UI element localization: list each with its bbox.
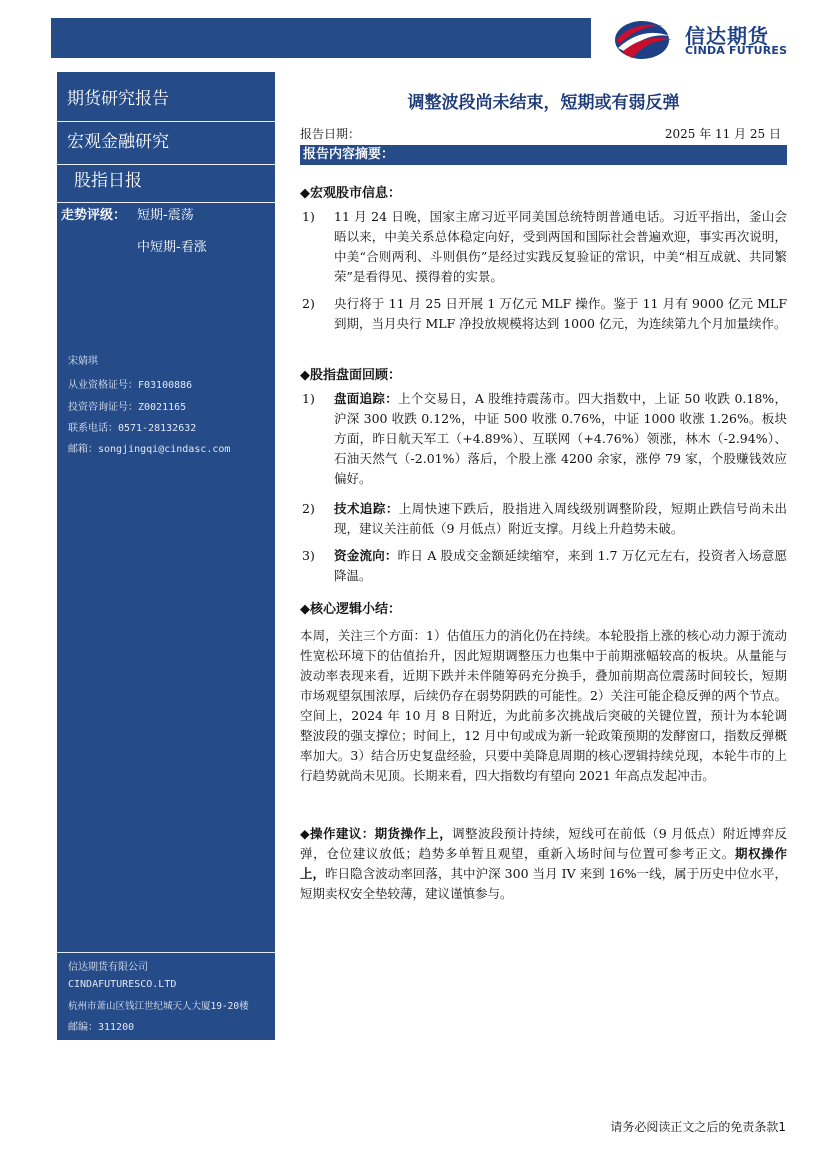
sidebar — [57, 72, 275, 1040]
advice-text-options: 昨日隐含波动率回落，其中沪深 300 当月 IV 来到 16%一线，属于历史中位水平，短期卖权安全垫较薄，建议谨慎参与。 — [300, 866, 787, 901]
item-keyword: 资金流向： — [334, 548, 398, 563]
item-number: 2) — [302, 296, 315, 311]
item-number: 1) — [302, 391, 315, 406]
item-text — [334, 546, 787, 586]
company-site: CINDAFUTURESCO.LTD — [68, 979, 177, 990]
logo-text-en: CINDA FUTURES — [685, 44, 788, 57]
logo-text-cn: 信达期货 — [685, 24, 769, 48]
report-type: 期货研究报告 — [67, 89, 169, 109]
header-bar — [51, 18, 591, 58]
abstract-label: 报告内容摘要： — [303, 147, 395, 162]
item-body: 上个交易日，A 股维持震荡市。四大指数中，上证 50 收跌 0.18%，沪深 300 收跌 0.12%，中证 500 收涨 0.76%，中证 1000 收涨 1.26%。板块方面，昨日航天军工（+4.89%）、互联网（+4.76%）领涨，林木（-2.94%）、石油天然气（-2.01%）落后，个股上涨 4200 余家，涨停 79 家，个股赚钱效应偏好。 — [334, 391, 787, 486]
section-heading-macro: ◆宏观股市信息： — [300, 186, 401, 201]
item-number: 1) — [302, 209, 315, 224]
item-body: 上周快速下跌后，股指进入周线级别调整阶段，短期止跌信号尚未出现，建议关注前低（9 月低点）附近支撑。月线上升趋势未破。 — [334, 501, 787, 536]
item-number: 3) — [302, 548, 315, 563]
item-keyword: 技术追踪： — [334, 501, 399, 516]
advice-text-futures: 调整波段预计持续，短线可在前低（9 月低点）附近博弈反弹，仓位建议放低；趋势多单暂且观望，重新入场时间与位置可参考正文。 — [300, 826, 787, 861]
logic-paragraph: 本周，关注三个方面：1）估值压力的消化仍在持续。本轮股指上涨的核心动力源于流动性宽松环境下的估值抬升，因此短期调整压力也集中于前期涨幅较高的板块。从量能与波动率表现来看，近期下跌并未伴随筹码充分换手，叠加前期高位震荡时间较长，短期市场观望氛围浓厚，后续仍存在弱势阴跌的可能性。2）关注可能企稳反弹的两个节点。空间上，2024 年 10 月 8 日附近，为此前多次挑战后突破的关键位置，预计为本轮调整波段的强支撑位；时间上，12 月中旬或成为新一轮政策预期的发酵窗口，指数反弹概率加大。3）结合历史复盘经验，只要中美降息周期的核心逻辑持续兑现，本轮牛市的上行趋势就尚未见顶。长期来看，四大指数均有望向 2021 年高点发起冲击。 — [300, 628, 787, 783]
advice-keyword-futures: 期货操作上， — [374, 826, 453, 841]
item-text — [334, 389, 787, 489]
abstract-bar — [300, 145, 787, 165]
company-address: 杭州市萧山区钱江世纪城天人大厦19-20楼 — [68, 1001, 249, 1012]
item-number: 2) — [302, 501, 315, 516]
cinda-logo-icon — [612, 18, 676, 62]
company-postcode: 邮编：311200 — [68, 1022, 135, 1033]
analyst-name: 宋婧琪 — [68, 356, 98, 367]
report-sub-category: 股指日报 — [74, 171, 142, 191]
item-text — [334, 499, 787, 539]
item-keyword: 盘面追踪： — [334, 391, 399, 406]
advice-keyword-options: 期权操作上， — [300, 846, 787, 881]
company-name: 信达期货有限公司 — [68, 962, 148, 973]
divider — [57, 202, 275, 203]
date-value: 2025 年 11 月 25 日 — [664, 127, 781, 141]
analyst-phone: 联系电话：0571-28132632 — [68, 423, 197, 434]
rating-mid-short-term: 中短期-看涨 — [137, 240, 207, 255]
analyst-consulting: 投资咨询证号：Z0021165 — [68, 402, 187, 413]
date-label: 报告日期： — [300, 127, 361, 141]
analyst-email: 邮箱：songjingqi@cindasc.com — [68, 444, 231, 455]
rating-short-term: 短期-震荡 — [137, 208, 194, 223]
cinda-logo — [612, 18, 802, 62]
item-text: 11 月 24 日晚，国家主席习近平同美国总统特朗普通电话。习近平指出，釜山会晤以来，中美关系总体稳定向好，受到两国和国际社会普遍欢迎，事实再次说明，中美“合则两利、斗则俱伤”是经过实践反复验证的常识，中美“相互成就、共同繁荣”是看得见、摸得着的实景。 — [334, 209, 787, 284]
rating-label: 走势评级： — [61, 208, 127, 223]
disclaimer-footer: 请务必阅读正文之后的免责条款1 — [610, 1120, 786, 1134]
advice-heading: ◆操作建议： — [300, 826, 375, 841]
report-title: 调整波段尚未结束，短期或有弱反弹 — [407, 93, 680, 113]
report-category: 宏观金融研究 — [67, 132, 169, 152]
advice-paragraph — [300, 824, 787, 904]
divider — [57, 952, 275, 953]
item-body: 昨日 A 股成交金额延续缩窄，来到 1.7 万亿元左右，投资者入场意愿降温。 — [334, 548, 787, 583]
report-date-row — [300, 125, 787, 142]
section-heading-review: ◆股指盘面回顾： — [300, 368, 401, 383]
analyst-qualification: 从业资格证号：F03100886 — [68, 380, 193, 391]
section-heading-logic: ◆核心逻辑小结： — [300, 602, 401, 617]
item-text: 央行将于 11 月 25 日开展 1 万亿元 MLF 操作。鉴于 11 月有 9000 亿元 MLF 到期，当月央行 MLF 净投放规模将达到 1000 亿元，为连续第九个月加量续作。 — [334, 296, 787, 331]
